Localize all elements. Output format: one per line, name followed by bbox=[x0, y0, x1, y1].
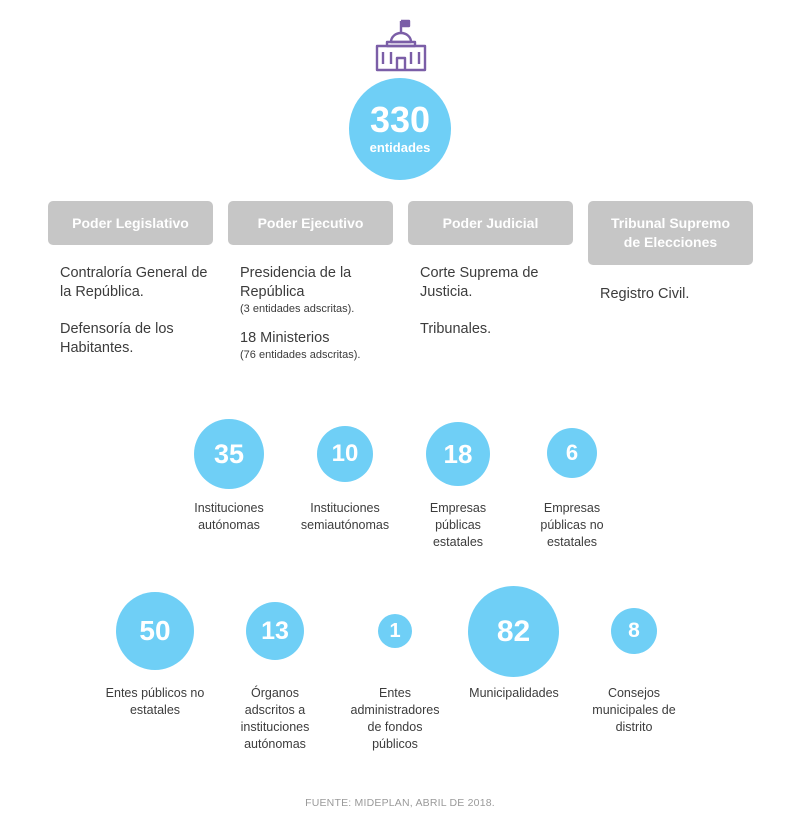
instituciones-autonomas-count: 35 bbox=[194, 419, 264, 489]
entes-publicos-no-estatales-label: Entes públicos no estatales bbox=[105, 686, 205, 717]
list-item: Contraloría General de la República. bbox=[60, 265, 208, 300]
source-note: FUENTE: MIDEPLAN, ABRIL DE 2018. bbox=[305, 797, 495, 809]
header-tribunal-supremo-elecciones: Tribunal Supremo de Elecciones bbox=[588, 201, 753, 265]
empresas-publicas-estatales-count: 18 bbox=[426, 422, 490, 486]
consejos-municipales-label: Consejos municipales de distrito bbox=[592, 686, 676, 734]
municipalidades-label: Municipalidades bbox=[469, 686, 559, 700]
consejos-municipales-count: 8 bbox=[611, 608, 657, 654]
list-item: Presidencia de la República (3 entidades adscritas). bbox=[240, 265, 355, 315]
organos-adscritos-label: Órganos adscritos a instituciones autónomas bbox=[240, 686, 310, 751]
empresas-publicas-no-estatales-label: Empresas públicas no estatales bbox=[540, 501, 604, 549]
list-item: 18 Ministerios (76 entidades adscritas). bbox=[240, 330, 361, 361]
list-item: Defensoría de los Habitantes. bbox=[60, 321, 174, 356]
instituciones-semiautonomas-count: 10 bbox=[317, 426, 373, 482]
government-building-icon bbox=[374, 18, 428, 72]
header-poder-ejecutivo: Poder Ejecutivo bbox=[228, 201, 393, 245]
instituciones-semiautonomas-label: Instituciones semiautónomas bbox=[300, 501, 390, 532]
organos-adscritos-count: 13 bbox=[246, 602, 304, 660]
entes-administradores-label: Entes administradores de fondos públicos bbox=[350, 686, 440, 751]
judicial-entries bbox=[420, 264, 560, 339]
empresas-publicas-no-estatales-count: 6 bbox=[547, 428, 597, 478]
list-item: Corte Suprema de Justicia. bbox=[420, 265, 539, 300]
list-item: Registro Civil. bbox=[600, 286, 690, 302]
list-item: Tribunales. bbox=[420, 321, 492, 337]
empresas-publicas-estatales-label: Empresas públicas estatales bbox=[429, 501, 487, 549]
tribunal-entries bbox=[600, 285, 750, 304]
entes-administradores-count: 1 bbox=[378, 614, 412, 648]
total-label: entidades bbox=[369, 140, 431, 155]
ejecutivo-entries bbox=[240, 264, 390, 362]
entes-publicos-no-estatales-count: 50 bbox=[116, 592, 194, 670]
header-poder-judicial: Poder Judicial bbox=[408, 201, 573, 245]
municipalidades-count: 82 bbox=[468, 586, 559, 677]
total-entities-circle bbox=[349, 78, 451, 180]
header-poder-legislativo: Poder Legislativo bbox=[48, 201, 213, 245]
instituciones-autonomas-label: Instituciones autónomas bbox=[194, 501, 264, 532]
legislativo-entries bbox=[60, 264, 210, 358]
total-number: 330 bbox=[369, 99, 431, 140]
